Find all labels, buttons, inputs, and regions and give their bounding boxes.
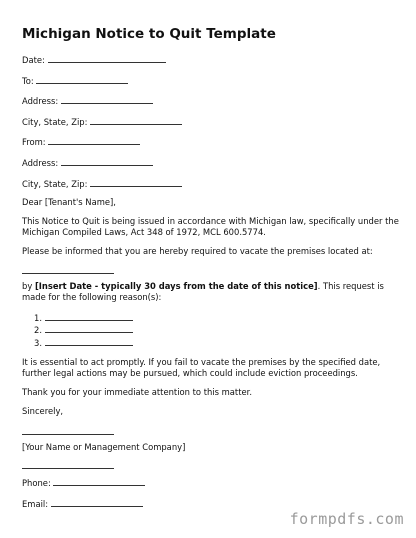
to-blank[interactable] <box>36 74 128 84</box>
paragraph-legal-basis: This Notice to Quit is being issued in accordance with Michigan law, specifically under the Michigan Compiled Laws, Act 348 of 1972, MCL 600.5774. <box>22 215 399 237</box>
from-city-blank[interactable] <box>90 177 182 187</box>
email-label: Email: <box>22 498 49 509</box>
date-blank[interactable] <box>48 53 166 63</box>
phone-blank[interactable] <box>53 476 145 486</box>
from-city-field <box>22 177 400 190</box>
document-page <box>22 26 400 517</box>
paragraph-consequences: It is essential to act promptly. If you fail to vacate the premises by the specified date, further legal actions may be pursued, which could include eviction proceedings. <box>22 357 381 379</box>
from-city-label: City, State, Zip: <box>22 178 88 189</box>
reasons-list <box>22 311 400 349</box>
from-field <box>22 135 400 148</box>
signature-name: [Your Name or Management Company] <box>22 442 186 453</box>
to-address-label: Address: <box>22 96 59 107</box>
deadline-suffix: . This request is made for the following reason(s): <box>22 280 384 302</box>
from-address-field <box>22 156 400 169</box>
to-address-blank[interactable] <box>61 94 153 104</box>
document-title: Michigan Notice to Quit Template <box>22 26 276 42</box>
to-label: To: <box>22 75 34 86</box>
reason-number: 2. <box>34 325 42 336</box>
deadline-prefix: by <box>22 280 35 291</box>
reason-3-blank[interactable] <box>45 336 133 346</box>
paragraph-thanks: Thank you for your immediate attention to this matter. <box>22 387 252 398</box>
phone-label: Phone: <box>22 478 51 489</box>
paragraph-vacate: Please be informed that you are hereby required to vacate the premises located at: <box>22 245 373 256</box>
email-field <box>22 497 400 510</box>
watermark: formpdfs.com <box>289 510 404 528</box>
to-address-field <box>22 94 400 107</box>
salutation: Dear [Tenant's Name], <box>22 197 116 208</box>
from-address-label: Address: <box>22 157 59 168</box>
paragraph-deadline <box>22 281 400 303</box>
date-field <box>22 53 400 66</box>
closing: Sincerely, <box>22 406 64 417</box>
list-item <box>34 323 400 336</box>
reason-number: 3. <box>34 337 42 348</box>
to-city-blank[interactable] <box>90 115 182 125</box>
list-item <box>34 336 400 349</box>
reason-2-blank[interactable] <box>45 323 133 333</box>
to-city-label: City, State, Zip: <box>22 116 88 127</box>
premises-address-blank[interactable] <box>22 273 114 274</box>
date-label: Date: <box>22 55 45 65</box>
deadline-date-placeholder: [Insert Date - typically 30 days from the date of this notice] <box>34 280 318 291</box>
from-address-blank[interactable] <box>61 156 153 166</box>
phone-field <box>22 476 400 489</box>
signature-blank[interactable] <box>22 434 114 435</box>
from-label: From: <box>22 137 46 148</box>
to-field <box>22 74 400 87</box>
from-blank[interactable] <box>48 135 140 145</box>
email-blank[interactable] <box>51 497 143 507</box>
to-city-field <box>22 115 400 128</box>
reason-number: 1. <box>34 312 42 323</box>
contact-blank[interactable] <box>22 468 114 469</box>
reason-1-blank[interactable] <box>45 311 133 321</box>
list-item <box>34 311 400 324</box>
